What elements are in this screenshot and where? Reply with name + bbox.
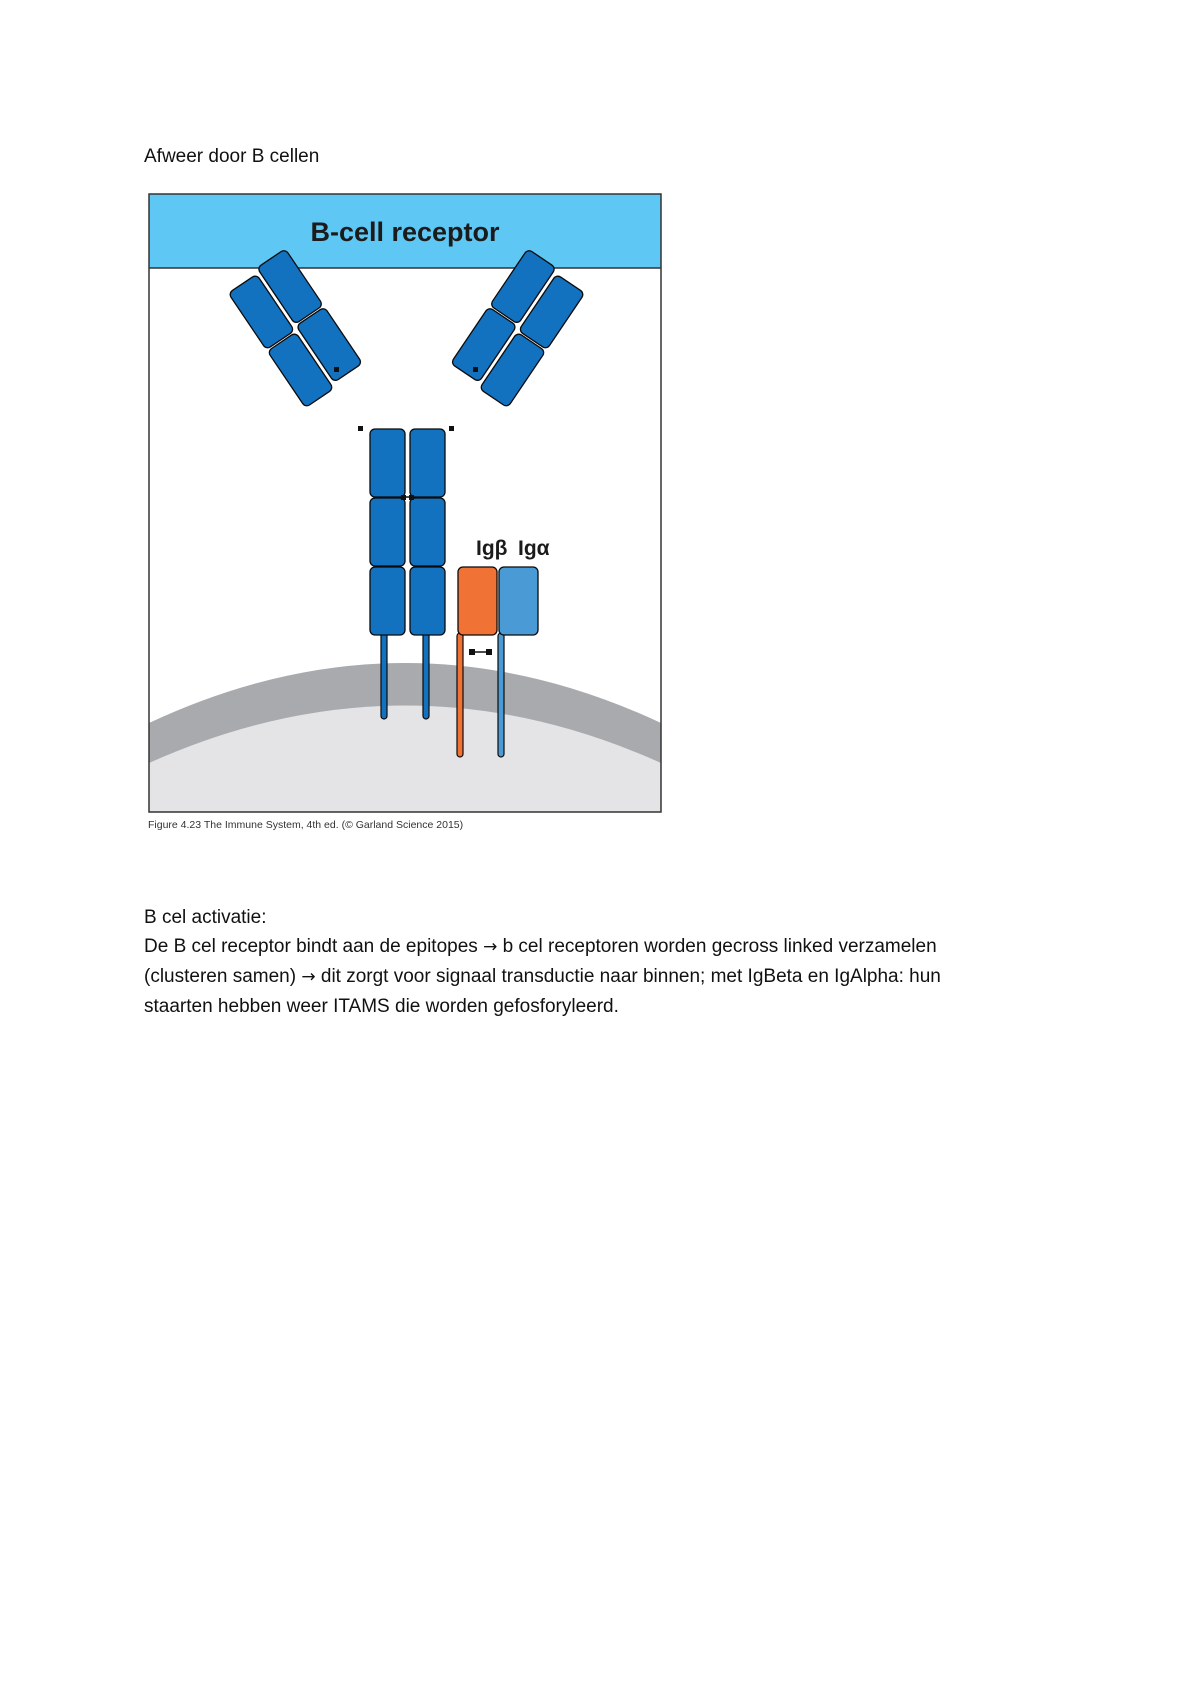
ig-alpha-label: Igα xyxy=(518,537,550,560)
line1-part-b: b cel receptoren worden gecross linked verzamelen xyxy=(497,936,937,957)
arrow-right-icon: → xyxy=(301,967,316,987)
paragraph-line-1 xyxy=(144,932,1044,962)
figure-svg xyxy=(148,193,662,813)
paragraph-line-3: staarten hebben weer ITAMS die worden gefosforyleerd. xyxy=(144,996,619,1017)
line1-part-a: De B cel receptor bindt aan de epitopes xyxy=(144,936,484,957)
ig-beta-label: Igβ xyxy=(476,537,508,560)
b-cell-receptor-figure xyxy=(148,193,662,813)
figure-title: B-cell receptor xyxy=(310,217,500,247)
arrow-right-icon: → xyxy=(483,937,498,957)
figure-caption: Figure 4.23 The Immune System, 4th ed. (© Garland Science 2015) xyxy=(148,819,464,831)
section-title: B cel activatie: xyxy=(144,907,267,928)
activation-section xyxy=(144,903,1044,1021)
line2-part-b: dit zorgt voor signaal transductie naar binnen; met IgBeta en IgAlpha: hun xyxy=(315,966,941,987)
paragraph-line-2 xyxy=(144,962,1044,992)
page-heading: Afweer door B cellen xyxy=(144,146,320,167)
line2-part-a: (clusteren samen) xyxy=(144,966,302,987)
